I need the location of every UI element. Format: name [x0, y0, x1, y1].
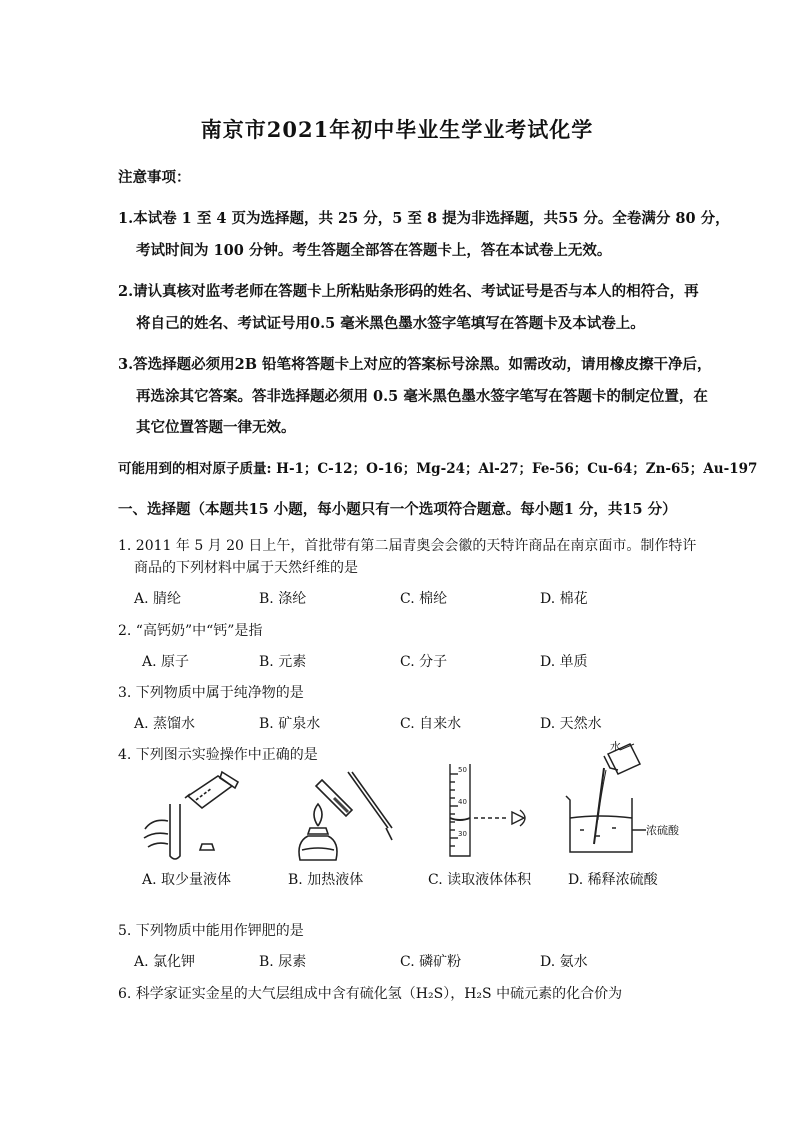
scale-30: 30: [458, 830, 467, 838]
q3-option-d: D. 天然水: [540, 716, 602, 732]
figure-d-dilute-acid: [560, 740, 680, 860]
q2-option-a: A. 原子: [142, 654, 190, 670]
q3-option-c: C. 自来水: [400, 716, 462, 732]
notice-item-3-line-3: 其它位置答题一律无效。: [136, 419, 296, 436]
q5-option-d: D. 氨水: [540, 954, 588, 970]
q3-stem: 3. 下列物质中属于纯净物的是: [118, 685, 304, 701]
section-1-heading: 一、选择题（本题共15 小题，每小题只有一个选项符合题意。每小题1 分，共15 分）: [118, 501, 677, 518]
notice-item-1-line-1: 1.本试卷 1 至 4 页为选择题，共 25 分，5 至 8 提为非选择题，共55 分。全卷满分 80 分，: [118, 210, 730, 227]
scale-50: 50: [458, 766, 467, 774]
notice-item-1-line-2: 考试时间为 100 分钟。考生答题全部答在答题卡上，答在本试卷上无效。: [136, 242, 612, 259]
notice-item-3-line-1: 3.答选择题必须用2B 铅笔将答题卡上对应的答案标号涂黑。如需改动，请用橡皮擦干净后，: [118, 356, 712, 373]
scale-40: 40: [458, 798, 467, 806]
q1-stem-line-1: 1. 2011 年 5 月 20 日上午，首批带有第二届青奥会会徽的天特许商品在南京面市。制作特许: [118, 538, 697, 554]
q5-stem: 5. 下列物质中能用作钾肥的是: [118, 923, 304, 939]
q1-option-c: C. 棉纶: [400, 591, 448, 607]
q4-option-b: B. 加热液体: [288, 872, 364, 888]
figure-c-read-cylinder: [440, 760, 550, 862]
notice-heading: 注意事项：: [118, 169, 191, 186]
q4-option-c: C. 读取液体体积: [428, 872, 532, 888]
fig-water-label: 水: [610, 740, 621, 753]
q5-option-c: C. 磷矿粉: [400, 954, 462, 970]
q3-option-b: B. 矿泉水: [259, 716, 321, 732]
page-title: 南京市2021年初中毕业生学业考试化学: [200, 117, 594, 142]
q2-option-c: C. 分子: [400, 654, 448, 670]
notice-item-3-line-2: 再选涂其它答案。答非选择题必须用 0.5 毫米黑色墨水签字笔写在答题卡的制定位置，在: [136, 388, 708, 405]
q6-stem: 6. 科学家证实金星的大气层组成中含有硫化氢（H₂S），H₂S 中硫元素的化合价为: [118, 986, 623, 1002]
q4-option-a: A. 取少量液体: [142, 872, 232, 888]
q1-option-b: B. 涤纶: [259, 591, 307, 607]
q5-option-a: A. 氯化钾: [134, 954, 196, 970]
q3-option-a: A. 蒸馏水: [134, 716, 196, 732]
q4-option-d: D. 稀释浓硫酸: [568, 872, 658, 888]
q4-stem: 4. 下列图示实验操作中正确的是: [118, 747, 318, 763]
figure-b-heat-liquid: [288, 770, 398, 866]
q1-stem-line-2: 商品的下列材料中属于天然纤维的是: [134, 560, 358, 576]
q5-option-b: B. 尿素: [259, 954, 307, 970]
notice-item-2-line-1: 2.请认真核对监考老师在答题卡上所粘贴条形码的姓名、考试证号是否与本人的相符合，再: [118, 283, 699, 300]
q1-option-d: D. 棉花: [540, 591, 588, 607]
fig-acid-label: 浓硫酸: [646, 824, 679, 837]
q2-option-b: B. 元素: [259, 654, 307, 670]
q2-option-d: D. 单质: [540, 654, 588, 670]
atomic-masses: 可能用到的相对原子质量: H-1；C-12；O-16；Mg-24；Al-27；Fe-56；Cu-64；Zn-65；Au-197: [118, 461, 758, 477]
figure-a-pour-liquid: [140, 764, 250, 864]
q1-option-a: A. 腈纶: [134, 591, 182, 607]
notice-item-2-line-2: 将自己的姓名、考试证号用0.5 毫米黑色墨水签字笔填写在答题卡及本试卷上。: [136, 315, 645, 332]
q2-stem: 2. “高钙奶”中“钙”是指: [118, 623, 263, 639]
